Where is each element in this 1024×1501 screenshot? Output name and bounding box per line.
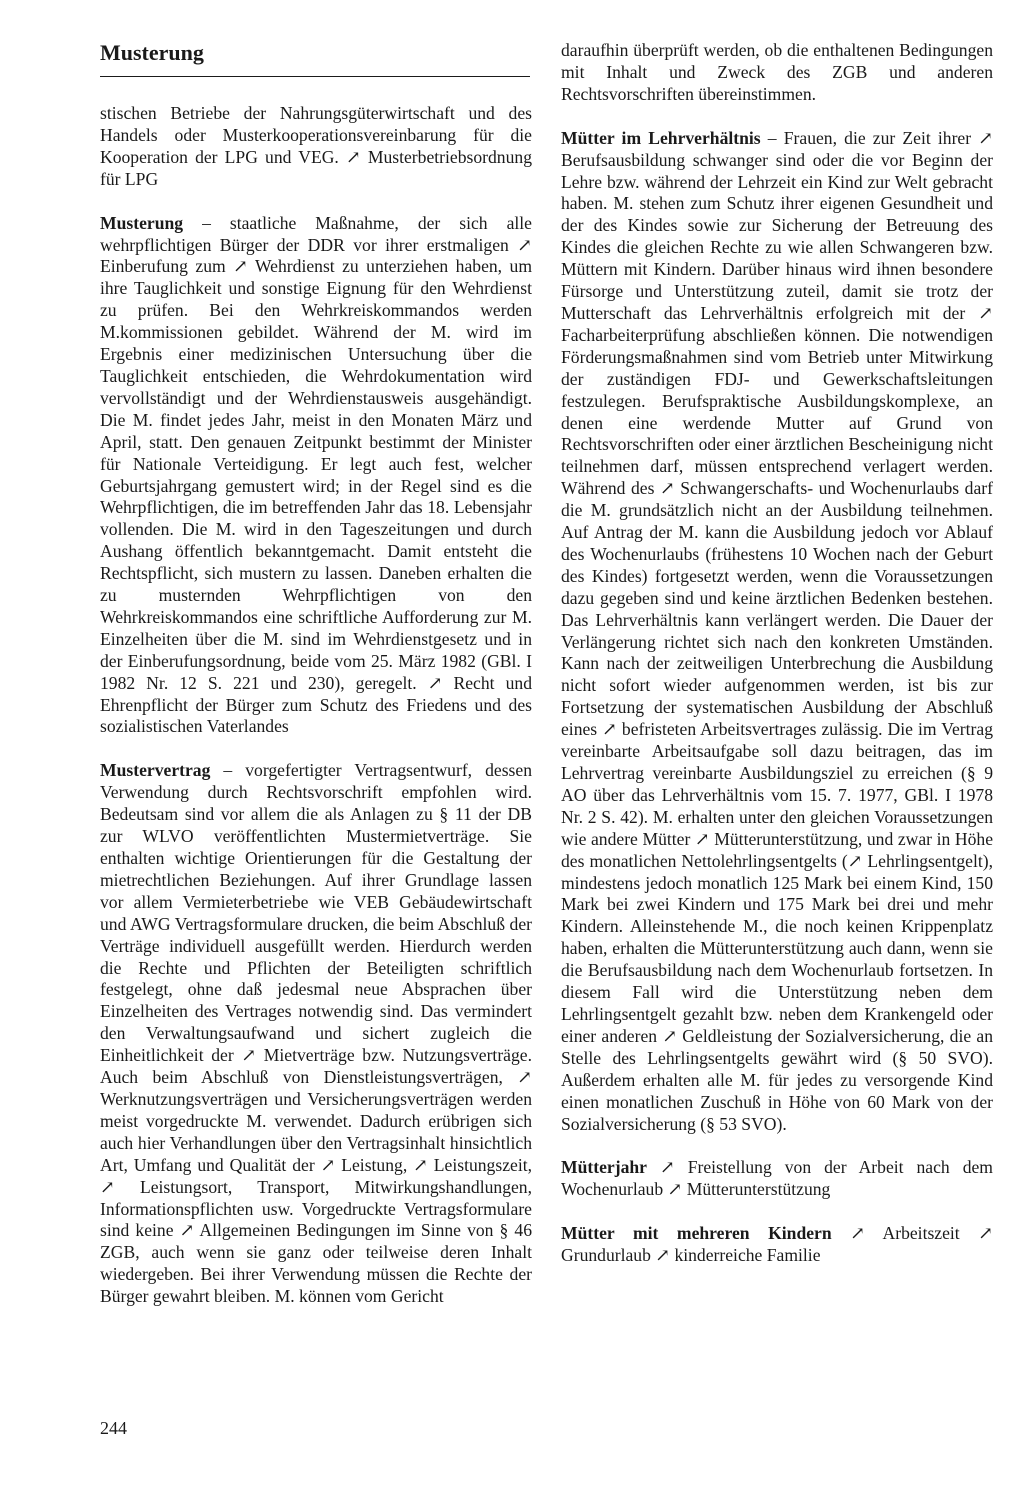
entry-text: stischen Betriebe der Nahrungsgüterwirtschaft und des Handels oder Musterkooperationsvereinbarung für die Kooperation der LPG und VEG. ↗ Musterbetriebsordnung für LPG: [100, 103, 532, 189]
entry-muetter-im-lehrverhaeltnis: [561, 128, 993, 1136]
right-column: [561, 40, 993, 1267]
entry-term: Mütter im Lehrverhältnis: [561, 127, 761, 148]
entry-muetterjahr: [561, 1157, 993, 1201]
page-number: 244: [100, 1418, 127, 1438]
running-head: Musterung: [100, 40, 204, 65]
entry-term: Mustervertrag: [100, 760, 211, 781]
entry-text: ↗ Freistellung von der Arbeit nach dem Wochenurlaub ↗ Mütterunterstützung: [561, 1157, 993, 1200]
entry-musterung: [100, 213, 532, 739]
header-rule: [100, 76, 530, 77]
entry-text: daraufhin überprüft werden, ob die enthaltenen Bedingungen mit Inhalt und Zweck des ZGB und anderen Rechtsvorschriften übereinstimmen.: [561, 40, 993, 104]
entry-continuation: [561, 40, 993, 106]
entry-text: – vorgefertigter Vertragsentwurf, dessen Verwendung durch Rechtsvorschrift empfohlen wird. Bedeutsam sind vor allem die als Anlagen zu § 11 der DB zur WLVO veröffentlichten Mustermietverträge. Sie enthalten wichtige Orientierungen für die Gestaltung der mietrechtlichen Beziehungen. Auf ihrer Grundlage lassen vor allem Vermieterbetriebe wie VEB Gebäudewirtschaft und AWG Vertragsformulare drucken, die beim Abschluß der Verträge individuell ausgefüllt werden. Hierdurch werden die Rechte und Pflichten der Beteiligten schriftlich festgelegt, ohne daß jedesmal neue Absprachen über Einzelheiten des Vertrages notwendig sind. Das vermindert den Verwaltungsaufwand und sichert zugleich die Einheitlichkeit der ↗ Mietverträge bzw. Nutzungsverträge. Auch beim Abschluß von Dienstleistungsverträgen, ↗ Werknutzungsverträgen und Versicherungsverträgen werden meist vorgedruckte M. verwendet. Dadurch erübrigen sich auch hier Verhandlungen über den Vertragsinhalt hinsichtlich Art, Umfang und Qualität der ↗ Leistung, ↗ Leistungszeit, ↗ Leistungsort, Transport, Mitwirkungshandlungen, Informationspflichten usw. Vorgedruckte Vertragsformulare sind keine ↗ Allgemeinen Bedingungen im Sinne von § 46 ZGB, auch wenn sie ganz oder teilweise deren Inhalt wiedergeben. Bei ihrer Verwendung müssen die Rechte der Bürger gewahrt bleiben. M. können vom Gericht: [100, 760, 532, 1307]
entry-term: Mütter mit mehreren Kindern: [561, 1223, 832, 1244]
entry-mustervertrag: [100, 760, 532, 1308]
entry-text: ↗ Arbeitszeit ↗ Grundurlaub ↗ kinderreiche Familie: [561, 1223, 993, 1266]
entry-text: – Frauen, die zur Zeit ihrer ↗ Berufsausbildung schwanger sind oder die vor Beginn der Lehre bzw. während der Lehrzeit ein Kind zur Welt gebracht haben. M. stehen zum Schutz ihrer eigenen Gesundheit und der des Kindes sowie zur Sicherung der Betreuung des Kindes die gleichen Rechte zu wie allen Schwangeren bzw. Müttern mit Kindern. Darüber hinaus wird ihnen besondere Fürsorge und Unterstützung zuteil, damit sie trotz der Mutterschaft das Lehrverhältnis erfolgreich mit der ↗ Facharbeiterprüfung abschließen können. Die notwendigen Förderungsmaßnahmen sind vom Betrieb unter Mitwirkung der zuständigen FDJ- und Gewerkschaftsleitungen festzulegen. Berufspraktische Ausbildungskomplexe, an denen eine werdende Mutter auf Grund von Rechtsvorschriften oder einer ärztlichen Bescheinigung nicht teilnehmen darf, müssen entsprechend verlagert werden. Während des ↗ Schwangerschafts- und Wochenurlaubs darf die M. grundsätzlich nicht an der Ausbildung teilnehmen. Auf Antrag der M. kann die Ausbildung jedoch vor Ablauf des Wochenurlaubs (frühestens 10 Wochen nach der Geburt des Kindes) fortgesetzt werden, wenn die Voraussetzungen dazu gegeben sind und keine ärztlichen Bedenken bestehen. Das Lehrverhältnis kann verlängert werden. Die Dauer der Verlängerung richtet sich nach den konkreten Umständen. Kann nach der zeitweiligen Unterbrechung die Ausbildung nicht sofort wieder aufgenommen werden, ist bis zur Fortsetzung der systematischen Ausbildung der Abschluß eines ↗ befristeten Arbeitsvertrages zulässig. Die im Vertrag vereinbarte Arbeitsaufgabe soll dazu beitragen, das im Lehrvertrag vereinbarte Ausbildungsziel zu erreichen (§ 9 AO über das Lehrverhältnis vom 15. 7. 1977, GBl. I 1978 Nr. 2 S. 42). M. erhalten unter den gleichen Voraussetzungen wie andere Mütter ↗ Mütterunterstützung, und zwar in Höhe des monatlichen Nettolehrlingsentgelts (↗ Lehrlingsentgelt), mindestens jedoch monatlich 125 Mark bei einem Kind, 150 Mark bei zwei Kindern und 175 Mark bei drei und mehr Kindern. Alleinstehende M., die noch keinen Krippenplatz haben, erhalten die Mütterunterstützung auch dann, wenn sie die Berufsausbildung nach dem Wochenurlaub fortsetzen. In diesem Fall wird die Unterstützung neben dem Lehrlingsentgelt gezahlt bzw. neben dem Krankengeld oder einer anderen ↗ Geldleistung der Sozialversicherung, die an Stelle des Lehrlingsentgelts gewährt wird (§ 50 SVO). Außerdem erhalten alle M. für jedes zu versorgende Kind einen monatlichen Zuschuß in Höhe von 60 Mark von der Sozialversicherung (§ 53 SVO).: [561, 127, 993, 1134]
entry-text: – staatliche Maßnahme, der sich alle wehrpflichtigen Bürger der DDR vor ihrer erstmaligen ↗ Einberufung zum ↗ Wehrdienst zu unterziehen haben, um ihre Tauglichkeit und sonstige Eignung für den Wehrdienst zu prüfen. Bei den Wehrkreiskommandos werden M.kommissionen gebildet. Während der M. wird im Ergebnis einer medizinischen Untersuchung über die Tauglichkeit entschieden, die Wehrdokumentation wird vervollständigt und der Wehrdienstausweis ausgehändigt. Die M. findet jedes Jahr, meist in den Monaten März und April, statt. Den genauen Zeitpunkt bestimmt der Minister für Nationale Verteidigung. Er legt auch fest, welcher Geburtsjahrgang gemustert wird; in der Regel sind es die Wehrpflichtigen, die im betreffenden Jahr das 18. Lebensjahr vollenden. Die M. wird in den Tageszeitungen und durch Aushang öffentlich bekanntgemacht. Damit entsteht die Rechtspflicht, sich mustern zu lassen. Daneben erhalten die zu musternden Wehrpflichtigen von den Wehrkreiskommandos eine schriftliche Aufforderung zur M. Einzelheiten über die M. sind im Wehrdienstgesetz und in der Einberufungsordnung, beide vom 25. März 1982 (GBl. I 1982 Nr. 12 S. 221 und 230), geregelt. ↗ Recht und Ehrenpflicht der Bürger zum Schutz des Friedens und des sozialistischen Vaterlandes: [100, 212, 532, 737]
left-column: [100, 103, 532, 1308]
entry-term: Musterung: [100, 212, 184, 233]
entry-continuation: [100, 103, 532, 191]
entry-muetter-mit-mehreren-kindern: [561, 1223, 993, 1267]
entry-term: Mütterjahr: [561, 1157, 647, 1178]
